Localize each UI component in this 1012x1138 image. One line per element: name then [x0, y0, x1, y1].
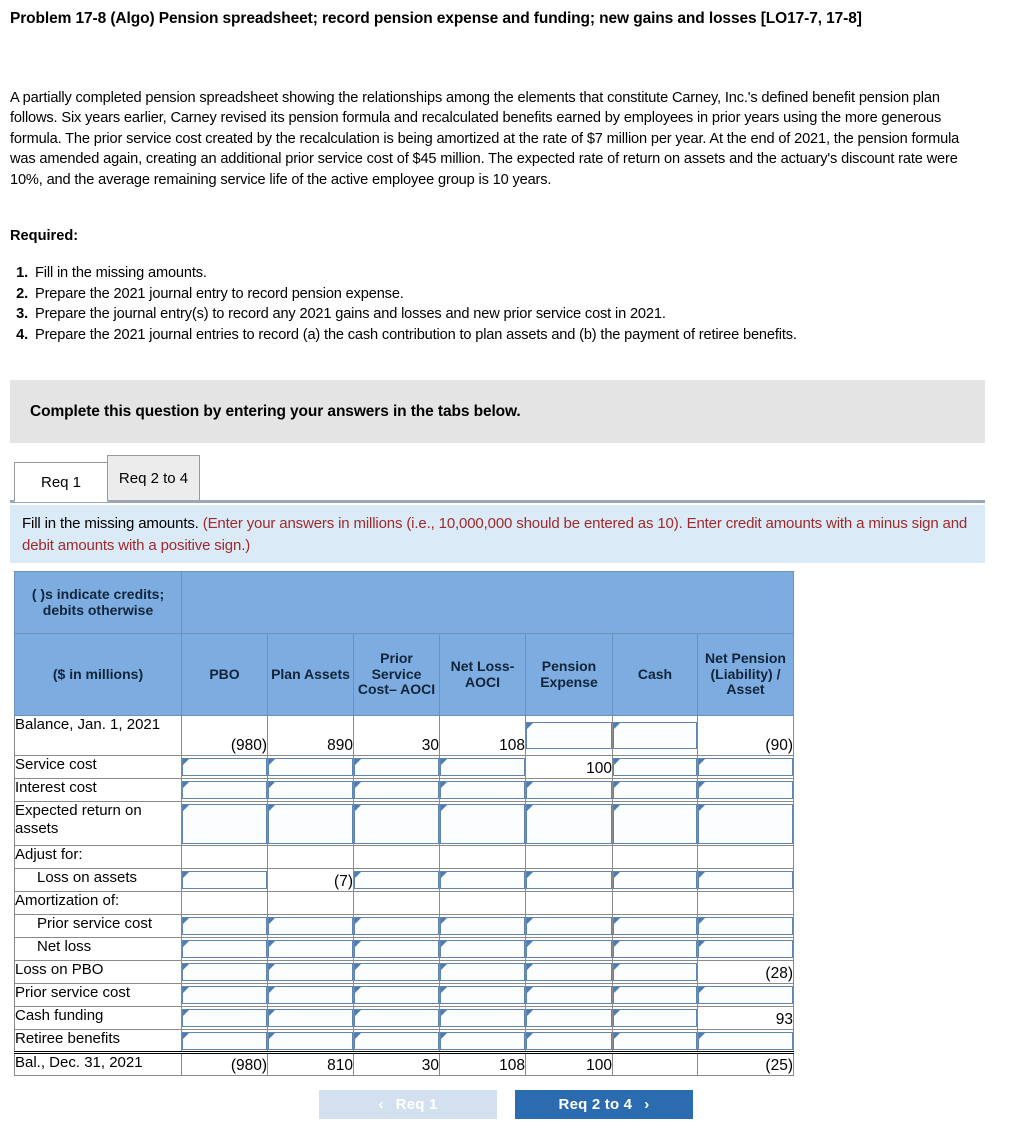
table-row: [15, 716, 794, 756]
requirement-number: 4.: [16, 326, 28, 343]
tab-underline: [10, 500, 985, 503]
input-field[interactable]: [613, 1032, 697, 1050]
cell-input[interactable]: [440, 938, 526, 961]
requirement-item: [10, 284, 960, 305]
requirement-text: Prepare the journal entry(s) to record any 2021 gains and losses and new prior service cost in 2021.: [35, 306, 666, 323]
pension-spreadsheet: [14, 571, 794, 1076]
cell-blank: [182, 892, 268, 915]
input-field[interactable]: [613, 758, 697, 776]
cell-input[interactable]: [354, 779, 440, 802]
input-field[interactable]: [526, 1009, 612, 1027]
cell-input[interactable]: [354, 756, 440, 779]
cell-input[interactable]: [698, 802, 794, 846]
column-header-7: Net Pension (Liability) / Asset: [698, 634, 794, 716]
input-field[interactable]: [613, 917, 697, 935]
input-field[interactable]: [354, 758, 439, 776]
column-header-5: Pension Expense: [526, 634, 613, 716]
cell-input[interactable]: [268, 1030, 354, 1053]
next-req-2-to-4-button[interactable]: [515, 1090, 693, 1119]
cell-input[interactable]: [440, 869, 526, 892]
cell-input[interactable]: [440, 984, 526, 1007]
cell-input[interactable]: [526, 1007, 613, 1030]
cell-input[interactable]: [440, 779, 526, 802]
cell-input[interactable]: [182, 756, 268, 779]
row-label: Balance, Jan. 1, 2021: [15, 716, 182, 756]
cell-value: 93: [698, 1007, 794, 1030]
requirement-text: Fill in the missing amounts.: [35, 265, 207, 281]
input-field[interactable]: [698, 917, 793, 935]
input-field[interactable]: [354, 871, 439, 889]
input-field[interactable]: [698, 804, 793, 844]
input-field[interactable]: [440, 804, 525, 844]
input-field[interactable]: [354, 781, 439, 799]
required-label: Required:: [10, 228, 79, 244]
table-row: [15, 892, 794, 915]
input-field[interactable]: [440, 781, 525, 799]
cell-value: 810: [268, 1053, 354, 1076]
cell-blank: [354, 892, 440, 915]
row-label: Prior service cost: [15, 984, 182, 1007]
cell-input[interactable]: [526, 938, 613, 961]
cell-blank: [698, 846, 794, 869]
cell-value: (980): [182, 716, 268, 756]
cell-input[interactable]: [698, 756, 794, 779]
cell-input[interactable]: [526, 984, 613, 1007]
cell-input[interactable]: [526, 915, 613, 938]
page-title: Problem 17-8 (Algo) Pension spreadsheet; record pension expense and funding; new gains and losses [LO17-7, 17-8]: [10, 10, 862, 27]
input-field[interactable]: [354, 963, 439, 981]
input-field[interactable]: [182, 1032, 267, 1050]
input-field[interactable]: [526, 781, 612, 799]
requirement-number: 3.: [16, 306, 28, 323]
input-field[interactable]: [526, 871, 612, 889]
input-field[interactable]: [440, 1009, 525, 1027]
cell-input[interactable]: [182, 961, 268, 984]
row-label: Cash funding: [15, 1007, 182, 1030]
cell-input[interactable]: [698, 869, 794, 892]
input-field[interactable]: [440, 940, 525, 958]
requirement-item: [10, 263, 960, 284]
spreadsheet-header: [15, 572, 794, 716]
table-row: [15, 1007, 794, 1030]
table-row: [15, 984, 794, 1007]
input-field[interactable]: [526, 804, 612, 844]
cell-value: 100: [526, 756, 613, 779]
row-label: Prior service cost: [15, 915, 182, 938]
input-field[interactable]: [182, 871, 267, 889]
input-field[interactable]: [440, 963, 525, 981]
row-label: Retiree benefits: [15, 1030, 182, 1053]
problem-intro-paragraph: A partially completed pension spreadsheet showing the relationships among the elements that constitute Carney, Inc.'s defined benefit pension plan follows. Six years earlier, Carney revised its pension formula and recalculated benefits earned by employees in prior years using the more generous formula. The prior service cost created by the recalculation is being amortized at the rate of $7 million per year. At the end of 2021, the pension formula was amended again, creating an additional prior service cost of $45 million. The expected rate of return on assets and the actuary's discount rate were 10%, and the average remaining service life of the active employee group is 10 years.: [10, 90, 960, 188]
cell-input[interactable]: [268, 961, 354, 984]
input-field[interactable]: [268, 781, 353, 799]
table-row: [15, 938, 794, 961]
instruction-black-text: Fill in the missing amounts.: [22, 515, 199, 532]
cell-input[interactable]: [698, 915, 794, 938]
cell-input[interactable]: [440, 915, 526, 938]
input-field[interactable]: [526, 1032, 612, 1050]
input-field[interactable]: [698, 986, 793, 1004]
input-field[interactable]: [268, 804, 353, 844]
input-field[interactable]: [268, 940, 353, 958]
tab-bar: [14, 455, 200, 502]
input-field[interactable]: [526, 963, 612, 981]
table-row: [15, 1053, 794, 1076]
table-row: [15, 779, 794, 802]
cell-input[interactable]: [613, 938, 698, 961]
row-label: Bal., Dec. 31, 2021: [15, 1053, 182, 1076]
input-field[interactable]: [182, 917, 267, 935]
instruction-banner: [10, 505, 985, 563]
cell-input[interactable]: [698, 779, 794, 802]
cell-input[interactable]: [182, 984, 268, 1007]
input-field[interactable]: [526, 917, 612, 935]
input-field[interactable]: [526, 986, 612, 1004]
requirement-text: Prepare the 2021 journal entries to record (a) the cash contribution to plan assets and (b) the payment of retiree benefits.: [35, 326, 797, 343]
table-row: [15, 756, 794, 779]
chevron-right-icon: ›: [644, 1096, 650, 1113]
cell-input[interactable]: [354, 802, 440, 846]
header-note-row: [15, 572, 794, 634]
requirement-item: [10, 304, 960, 325]
cell-input[interactable]: [268, 802, 354, 846]
header-columns-row: [15, 634, 794, 716]
tab-req-1[interactable]: Req 1: [14, 462, 108, 502]
column-header-4: Net Loss- AOCI: [440, 634, 526, 716]
cell-blank: [526, 892, 613, 915]
input-field[interactable]: [698, 1032, 793, 1050]
cell-value: (25): [698, 1053, 794, 1076]
cell-blank: [440, 846, 526, 869]
input-field[interactable]: [354, 940, 439, 958]
cell-input[interactable]: [613, 869, 698, 892]
row-label: Interest cost: [15, 779, 182, 802]
cell-value: (90): [698, 716, 794, 756]
input-field[interactable]: [613, 722, 697, 749]
cell-input[interactable]: [698, 1030, 794, 1053]
cell-value: (28): [698, 961, 794, 984]
cell-input[interactable]: [440, 802, 526, 846]
cell-input[interactable]: [613, 716, 698, 756]
cell-input[interactable]: [182, 802, 268, 846]
row-label: Adjust for:: [15, 846, 182, 869]
cell-blank: [182, 846, 268, 869]
input-field[interactable]: [354, 917, 439, 935]
prev-req-1-button[interactable]: [319, 1090, 497, 1119]
cell-input[interactable]: [182, 915, 268, 938]
cell-input[interactable]: [354, 869, 440, 892]
input-field[interactable]: [182, 940, 267, 958]
input-field[interactable]: [182, 963, 267, 981]
cell-input[interactable]: [526, 716, 613, 756]
row-label: Service cost: [15, 756, 182, 779]
cell-value: 108: [440, 716, 526, 756]
table-row: [15, 802, 794, 846]
requirement-number: 2.: [16, 285, 28, 302]
cell-blank: [440, 892, 526, 915]
input-field[interactable]: [268, 1032, 353, 1050]
input-field[interactable]: [268, 986, 353, 1004]
input-field[interactable]: [268, 758, 353, 776]
cell-input[interactable]: [526, 961, 613, 984]
input-field[interactable]: [613, 1009, 697, 1027]
complete-question-text: Complete this question by entering your answers in the tabs below.: [30, 402, 521, 420]
row-label: Expected return on assets: [15, 802, 182, 846]
cell-input[interactable]: [268, 1007, 354, 1030]
cell-value: 108: [440, 1053, 526, 1076]
cell-value: (7): [268, 869, 354, 892]
cell-input[interactable]: [613, 1007, 698, 1030]
row-label: Net loss: [15, 938, 182, 961]
cell-input[interactable]: [613, 1030, 698, 1053]
cell-input[interactable]: [440, 961, 526, 984]
cell-input[interactable]: [440, 1030, 526, 1053]
input-field[interactable]: [526, 940, 612, 958]
input-field[interactable]: [698, 781, 793, 799]
input-field[interactable]: [182, 758, 267, 776]
input-field[interactable]: [613, 940, 697, 958]
complete-question-banner: [10, 380, 985, 443]
cell-blank: [613, 892, 698, 915]
cell-input[interactable]: [526, 802, 613, 846]
cell-input[interactable]: [613, 802, 698, 846]
chevron-left-icon: ‹: [378, 1096, 384, 1113]
cell-input[interactable]: [268, 779, 354, 802]
input-field[interactable]: [354, 1009, 439, 1027]
cell-blank: [613, 846, 698, 869]
input-field[interactable]: [440, 986, 525, 1004]
column-header-0: ($ in millions): [15, 634, 182, 716]
input-field[interactable]: [440, 1032, 525, 1050]
cell-input[interactable]: [268, 756, 354, 779]
cell-input[interactable]: [613, 779, 698, 802]
cell-input[interactable]: [354, 984, 440, 1007]
table-row: [15, 915, 794, 938]
input-field[interactable]: [182, 1009, 267, 1027]
cell-input[interactable]: [354, 1030, 440, 1053]
cell-input[interactable]: [354, 1007, 440, 1030]
input-field[interactable]: [182, 804, 267, 844]
cell-input[interactable]: [268, 938, 354, 961]
requirements-list: [10, 263, 960, 345]
cell-input[interactable]: [268, 984, 354, 1007]
table-row: [15, 961, 794, 984]
input-field[interactable]: [613, 986, 697, 1004]
input-field[interactable]: [440, 917, 525, 935]
input-field[interactable]: [268, 963, 353, 981]
navigation-buttons: [0, 1090, 1012, 1119]
input-field[interactable]: [182, 986, 267, 1004]
input-field[interactable]: [354, 1032, 439, 1050]
requirement-number: 1.: [16, 265, 28, 281]
header-blank-cell: [182, 572, 794, 634]
table-row: [15, 869, 794, 892]
next-button-label: Req 2 to 4: [558, 1096, 633, 1113]
table-row: [15, 1030, 794, 1053]
cell-input[interactable]: [182, 938, 268, 961]
tab-req-2-to-4[interactable]: Req 2 to 4: [107, 455, 200, 502]
cell-input[interactable]: [698, 984, 794, 1007]
row-label: Amortization of:: [15, 892, 182, 915]
input-field[interactable]: [526, 722, 612, 749]
cell-input[interactable]: [526, 869, 613, 892]
cell-input[interactable]: [613, 915, 698, 938]
cell-blank: [698, 892, 794, 915]
cell-value: 100: [526, 1053, 613, 1076]
cell-blank: [268, 892, 354, 915]
cell-blank: [354, 846, 440, 869]
cell-input[interactable]: [354, 961, 440, 984]
cell-input[interactable]: [613, 984, 698, 1007]
cell-value: 30: [354, 1053, 440, 1076]
input-field[interactable]: [698, 871, 793, 889]
input-field[interactable]: [613, 963, 697, 981]
cell-blank: [526, 846, 613, 869]
row-label: Loss on PBO: [15, 961, 182, 984]
input-field[interactable]: [440, 871, 525, 889]
column-header-6: Cash: [613, 634, 698, 716]
requirement-text: Prepare the 2021 journal entry to record pension expense.: [35, 285, 404, 302]
table-row: [15, 846, 794, 869]
credits-note-cell: ( )s indicate credits; debits otherwise: [15, 572, 182, 634]
column-header-1: PBO: [182, 634, 268, 716]
cell-input[interactable]: [440, 756, 526, 779]
cell-input[interactable]: [698, 938, 794, 961]
input-field[interactable]: [613, 871, 697, 889]
instruction-red-text: (Enter your answers in millions (i.e., 10,000,000 should be entered as 10). Enter credit amounts with a minus sign and debit amounts with a positive sign.): [22, 515, 968, 554]
cell-input[interactable]: [354, 938, 440, 961]
input-field[interactable]: [354, 986, 439, 1004]
cell-input[interactable]: [613, 961, 698, 984]
cell-value: (980): [182, 1053, 268, 1076]
cell-input[interactable]: [613, 756, 698, 779]
input-field[interactable]: [268, 917, 353, 935]
column-header-2: Plan Assets: [268, 634, 354, 716]
cell-value: [613, 1053, 698, 1076]
input-field[interactable]: [698, 940, 793, 958]
cell-input[interactable]: [182, 1007, 268, 1030]
cell-input[interactable]: [182, 1030, 268, 1053]
input-field[interactable]: [354, 804, 439, 844]
cell-input[interactable]: [182, 869, 268, 892]
cell-input[interactable]: [526, 1030, 613, 1053]
cell-value: 890: [268, 716, 354, 756]
input-field[interactable]: [698, 758, 793, 776]
cell-input[interactable]: [354, 915, 440, 938]
cell-value: 30: [354, 716, 440, 756]
prev-button-label: Req 1: [395, 1096, 438, 1113]
cell-input[interactable]: [526, 779, 613, 802]
input-field[interactable]: [613, 781, 697, 799]
cell-input[interactable]: [268, 915, 354, 938]
row-label: Loss on assets: [15, 869, 182, 892]
input-field[interactable]: [268, 1009, 353, 1027]
input-field[interactable]: [440, 758, 525, 776]
column-header-3: Prior Service Cost– AOCI: [354, 634, 440, 716]
cell-input[interactable]: [440, 1007, 526, 1030]
input-field[interactable]: [182, 781, 267, 799]
requirement-item: [10, 325, 960, 346]
spreadsheet-body: [15, 716, 794, 1076]
cell-blank: [268, 846, 354, 869]
cell-input[interactable]: [182, 779, 268, 802]
input-field[interactable]: [613, 804, 697, 844]
